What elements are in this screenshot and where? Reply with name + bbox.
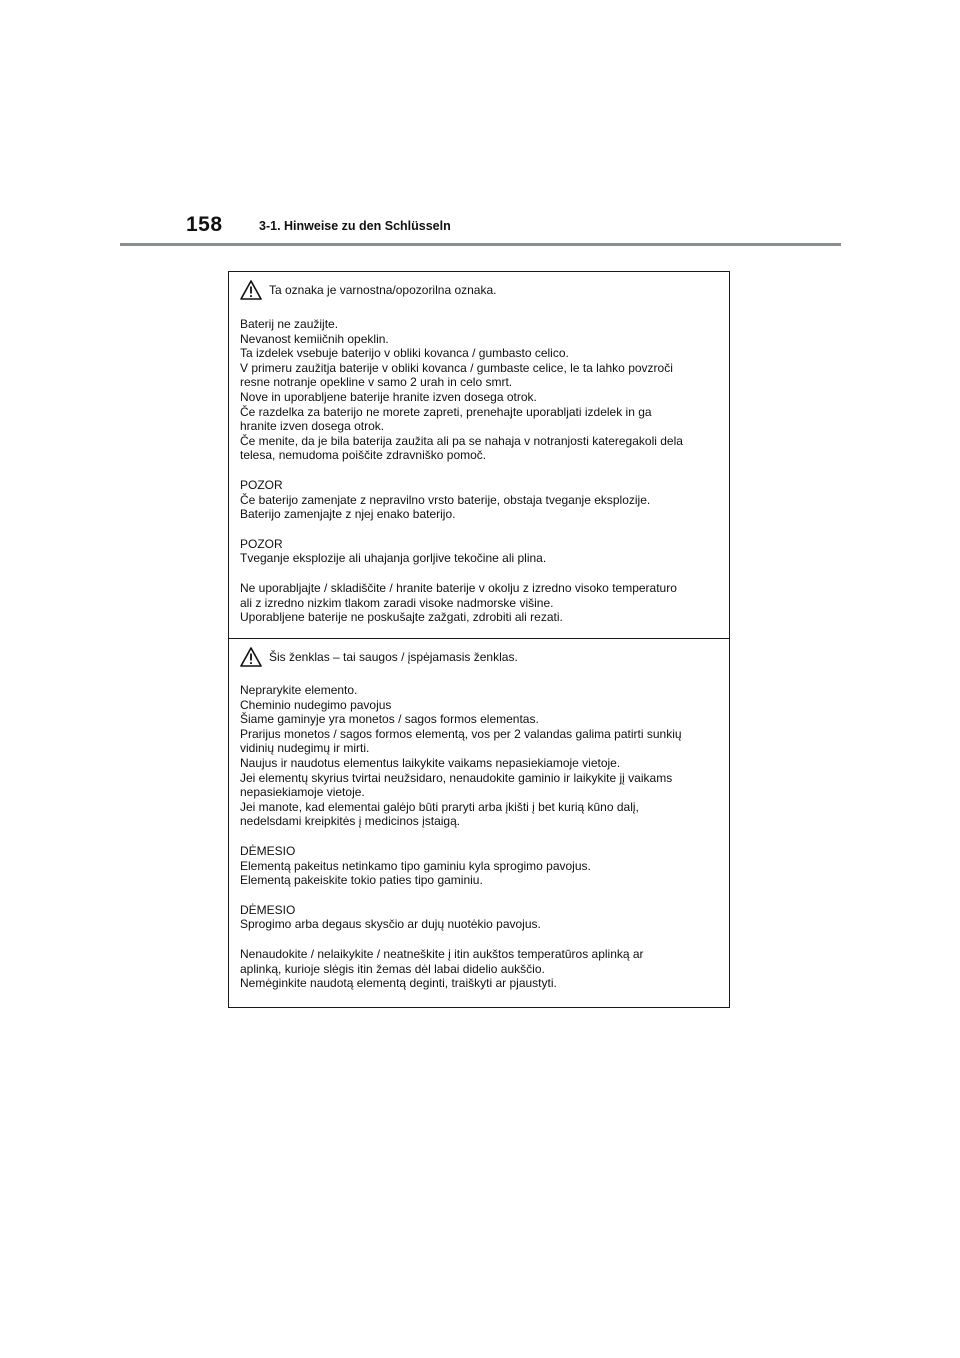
- text-line: Ne uporabljajte / skladiščite / hranite baterije v okolju z izredno visoko temperaturo: [240, 580, 677, 595]
- slovenian-caution-replacement: [240, 478, 719, 522]
- text-line: Nove in uporabljene baterije hranite izven dosega otrok.: [240, 389, 537, 404]
- caution-heading: POZOR: [240, 477, 283, 492]
- text-line: Neprarykite elemento.: [240, 683, 358, 697]
- page-number: 158: [186, 213, 223, 236]
- text-line: Sprogimo arba degaus skysčio ar dujų nuotėkio pavojus.: [240, 917, 541, 932]
- text-line: Če razdelka za baterijo ne morete zapreti, prenehajte uporabljati izdelek in ga: [240, 404, 652, 419]
- text-line: Elementą pakeitus netinkamo tipo gaminiu kyla sprogimo pavojus.: [240, 858, 591, 873]
- text-line: Če baterijo zamenjate z nepravilno vrsto baterije, obstaja tveganje eksplozije.: [240, 492, 651, 507]
- text-line: Jei manote, kad elementai galėjo būti praryti arba įkišti į bet kurią kūno dalį,: [240, 799, 639, 814]
- text-line: Če menite, da je bila baterija zaužita ali pa se nahaja v notranjosti kateregakoli dela: [240, 433, 683, 448]
- text-line: Nenaudokite / nelaikykite / neatneškite į itin aukštos temperatūros aplinką ar: [240, 946, 644, 961]
- warning-triangle-icon: [240, 647, 262, 667]
- battery-warning-box: [228, 271, 730, 1008]
- slovenian-environment-warning: [240, 581, 719, 625]
- text-line: Baterijo zamenjajte z njej enako baterijo.: [240, 507, 456, 522]
- slovenian-sign-text: Ta oznaka je varnostna/opozorilna oznaka.: [269, 282, 497, 297]
- text-line: Jei elementų skyrius tvirtai neužsidaro, nenaudokite gaminio ir laikykite jį vaikams: [240, 770, 673, 785]
- text-line: hranite izven dosega otrok.: [240, 419, 385, 434]
- text-line: Elementą pakeiskite tokio paties tipo gaminiu.: [240, 873, 483, 888]
- text-line: telesa, nemudoma poiščite zdravniško pomoč.: [240, 448, 487, 463]
- text-line: Tveganje eksplozije ali uhajanja gorljive tekočine ali plina.: [240, 551, 547, 566]
- lithuanian-environment-warning: [240, 947, 719, 991]
- slovenian-sign-line: [240, 279, 719, 301]
- text-line: Šiame gaminyje yra monetos / sagos formos elementas.: [240, 712, 539, 727]
- caution-heading: DĖMESIO: [240, 843, 296, 858]
- text-line: Prarijus monetos / sagos formos elementą, vos per 2 valandas galima patirti sunkių: [240, 726, 682, 741]
- section-title: 3-1. Hinweise zu den Schlüsseln: [259, 219, 451, 233]
- text-line: nepasiekiamoje vietoje.: [240, 785, 365, 800]
- slovenian-ingestion-warning: [240, 317, 719, 463]
- text-line: Ta izdelek vsebuje baterijo v obliki kovanca / gumbasto celico.: [240, 346, 569, 361]
- lithuanian-caution-explosion: [240, 903, 719, 932]
- text-line: aplinką, kurioje slėgis itin žemas dėl labai didelio aukščio.: [240, 961, 545, 976]
- text-line: V primeru zaužitja baterije v obliki kovanca / gumbaste celice, le ta lahko povzroči: [240, 360, 673, 375]
- header-divider: [120, 243, 841, 246]
- lithuanian-ingestion-warning: [240, 683, 719, 829]
- slovenian-warning-section: [229, 272, 729, 638]
- text-line: nedelsdami kreipkitės į medicinos įstaigą.: [240, 814, 461, 829]
- text-line: Baterij ne zaužijte.: [240, 317, 339, 331]
- text-line: Nevanost kemiičnih opeklin.: [240, 331, 389, 346]
- text-line: Uporabljene baterije ne poskušajte zažgati, zdrobiti ali rezati.: [240, 610, 563, 625]
- text-line: vidinių nudegimų ir mirti.: [240, 741, 370, 756]
- text-line: Cheminio nudegimo pavojus: [240, 697, 392, 712]
- text-line: resne notranje opekline v samo 2 urah in celo smrt.: [240, 375, 513, 390]
- text-line: Naujus ir naudotus elementus laikykite vaikams nepasiekiamoje vietoje.: [240, 755, 621, 770]
- lithuanian-sign-line: [240, 646, 719, 668]
- slovenian-caution-explosion: [240, 537, 719, 566]
- lithuanian-sign-text: Šis ženklas – tai saugos / įspėjamasis ženklas.: [269, 649, 518, 664]
- text-line: Nemėginkite naudotą elementą deginti, traiškyti ar pjaustyti.: [240, 976, 557, 991]
- lithuanian-warning-section: [229, 638, 729, 1007]
- lithuanian-caution-replacement: [240, 844, 719, 888]
- caution-heading: DĖMESIO: [240, 902, 296, 917]
- caution-heading: POZOR: [240, 536, 283, 551]
- text-line: ali z izredno nizkim tlakom zaradi visoke nadmorske višine.: [240, 595, 554, 610]
- warning-triangle-icon: [240, 280, 262, 300]
